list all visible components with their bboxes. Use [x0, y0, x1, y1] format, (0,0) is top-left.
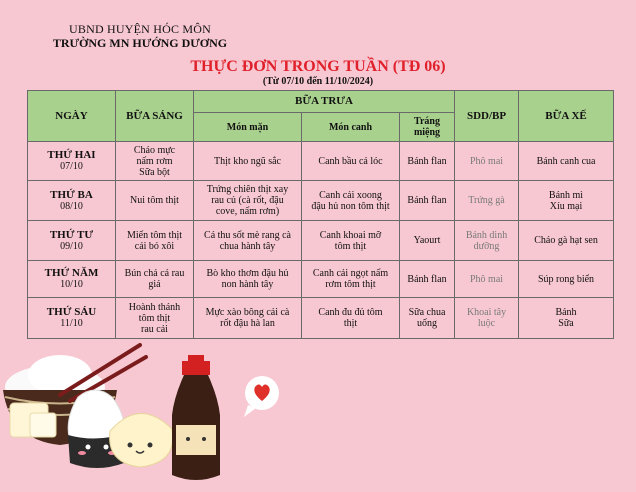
menu-line: Canh cải ngọt nấm — [312, 268, 389, 279]
soup-cell — [302, 261, 400, 298]
menu-line: Cá thu sốt mè rang cà — [204, 229, 291, 241]
menu-line: non hành tây — [221, 279, 274, 290]
col-dessert-header: Tráng miệng — [400, 113, 455, 142]
day-name: THỨ HAI — [47, 149, 96, 161]
day-name: THỨ SÁU — [46, 306, 97, 318]
day-date: 10/10 — [60, 279, 83, 290]
menu-line: Bánh mì — [548, 189, 584, 201]
menu-line: dưỡng — [473, 240, 500, 252]
heart-speech-bubble-icon — [244, 376, 279, 417]
day-cell — [28, 181, 116, 221]
dessert-cell — [400, 221, 455, 261]
decorative-illustration — [0, 335, 300, 492]
menu-line: Sữa chua — [408, 307, 446, 318]
menu-line: nấm rơm — [136, 155, 173, 167]
dessert-cell — [400, 261, 455, 298]
col-lunch-header: BỮA TRƯA — [194, 91, 455, 113]
menu-line: Bánh flan — [407, 155, 447, 167]
menu-line: Bún chả cá rau — [124, 268, 185, 279]
menu-line: Cháo gà hạt sen — [534, 235, 598, 246]
day-date: 08/10 — [60, 200, 83, 212]
menu-line: Súp rong biển — [537, 273, 595, 285]
snack-cell — [519, 142, 614, 181]
menu-line: Bánh canh cua — [536, 155, 596, 167]
table-row — [28, 261, 614, 298]
menu-line: giá — [148, 279, 161, 290]
sdd-bp-cell — [455, 298, 519, 339]
menu-line: Canh khoai mỡ — [319, 229, 382, 241]
table-row — [28, 298, 614, 339]
menu-line: Trứng gà — [468, 195, 505, 206]
menu-date-range: (Từ 07/10 đến 11/10/2024) — [262, 76, 374, 87]
menu-line: cove, nấm rơm) — [215, 206, 280, 217]
breakfast-cell — [116, 261, 194, 298]
table-row — [28, 181, 614, 221]
soup-cell — [302, 142, 400, 181]
table-row — [28, 221, 614, 261]
menu-line: cải bó xôi — [134, 240, 175, 252]
menu-line: Bánh flan — [407, 195, 447, 206]
weekly-menu-table — [27, 90, 614, 339]
menu-line: uống — [417, 318, 437, 329]
snack-cell — [519, 181, 614, 221]
day-cell — [28, 261, 116, 298]
menu-title: THỰC ĐƠN TRONG TUẦN (TĐ 06) — [190, 58, 446, 75]
soy-sauce-bottle-icon — [172, 355, 220, 480]
col-snack-header: BỮA XẾ — [519, 91, 614, 142]
menu-line: Bánh — [555, 307, 577, 318]
col-breakfast-header: BỮA SÁNG — [116, 91, 194, 142]
menu-line: đậu hủ non tôm thịt — [311, 200, 390, 212]
menu-line: rơm tôm thịt — [325, 279, 376, 290]
main-dish-cell — [194, 298, 302, 339]
col-day-header: NGÀY — [28, 91, 116, 142]
menu-line: Mực xào bông cải cà — [205, 307, 290, 318]
menu-line: tôm thịt — [138, 312, 171, 324]
main-dish-cell — [194, 142, 302, 181]
menu-line: Sữa bột — [139, 166, 170, 178]
dessert-cell — [400, 181, 455, 221]
day-name: THỨ NĂM — [44, 267, 99, 279]
menu-line: Cháo mực — [133, 144, 176, 156]
school-name: TRƯỜNG MN HƯỚNG DƯƠNG — [52, 36, 228, 50]
menu-line: Miến tôm thịt — [127, 229, 182, 241]
soup-cell — [302, 298, 400, 339]
day-name: THỨ TƯ — [49, 228, 94, 241]
snack-cell — [519, 298, 614, 339]
menu-line: Xíu mại — [549, 200, 583, 212]
col-main-dish-header: Món mặn — [194, 113, 302, 142]
menu-line: Canh bầu cá lóc — [318, 155, 383, 167]
day-cell — [28, 298, 116, 339]
menu-line: Canh đu đủ tôm — [318, 307, 383, 318]
dessert-cell — [400, 142, 455, 181]
day-date: 07/10 — [60, 161, 83, 172]
menu-line: rau cải — [141, 323, 168, 335]
menu-line: rốt đậu hà lan — [220, 318, 275, 329]
main-dish-cell — [194, 181, 302, 221]
col-sddbp-header: SDD/BP — [455, 91, 519, 142]
menu-line: Thịt kho ngũ sắc — [214, 155, 281, 167]
menu-line: Hoành thánh — [128, 301, 181, 313]
menu-line: rau củ (cà rốt, đậu — [211, 195, 284, 206]
day-cell — [28, 142, 116, 181]
menu-line: Bánh dinh — [465, 229, 508, 241]
sdd-bp-cell — [455, 181, 519, 221]
menu-line: thịt — [343, 318, 358, 329]
snack-cell — [519, 221, 614, 261]
breakfast-cell — [116, 221, 194, 261]
breakfast-cell — [116, 298, 194, 339]
menu-line: Nui tôm thịt — [130, 195, 179, 206]
dessert-cell — [400, 298, 455, 339]
main-dish-cell — [194, 221, 302, 261]
menu-line: Yaourt — [413, 235, 441, 246]
breakfast-cell — [116, 142, 194, 181]
day-date: 09/10 — [60, 240, 83, 252]
menu-line: luộc — [477, 318, 496, 329]
menu-line: Khoai tây — [466, 307, 507, 318]
soup-cell — [302, 221, 400, 261]
day-cell — [28, 221, 116, 261]
breakfast-cell — [116, 181, 194, 221]
menu-line: Canh cải xoong — [319, 189, 382, 201]
table-row — [28, 142, 614, 181]
sdd-bp-cell — [455, 142, 519, 181]
menu-line: chua hành tây — [219, 240, 276, 252]
menu-line: Bò kho thơm đậu hủ — [206, 268, 289, 279]
soup-cell — [302, 181, 400, 221]
col-soup-header: Món canh — [302, 113, 400, 142]
menu-line: Bánh flan — [407, 273, 447, 285]
sdd-bp-cell — [455, 221, 519, 261]
menu-line: Phô mai — [469, 155, 504, 167]
sdd-bp-cell — [455, 261, 519, 298]
menu-line: Phô mai — [469, 273, 504, 285]
menu-line: tôm thịt — [334, 240, 367, 252]
day-date: 11/10 — [60, 318, 83, 329]
menu-line: Trứng chiên thịt xay — [206, 184, 289, 195]
day-name: THỨ BA — [50, 188, 93, 201]
school-district: UBND HUYỆN HÓC MÔN — [69, 22, 211, 36]
main-dish-cell — [194, 261, 302, 298]
menu-line: Sữa — [558, 318, 574, 329]
snack-cell — [519, 261, 614, 298]
